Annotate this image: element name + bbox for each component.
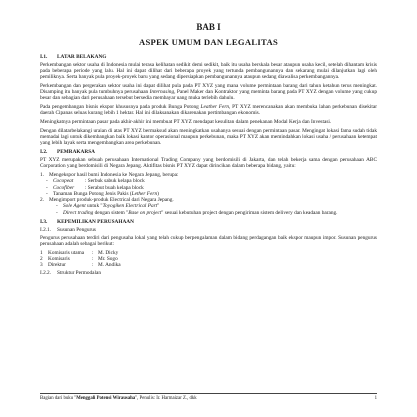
subsection-title: Struktur Permodalan: [57, 270, 101, 277]
text-run: Perkembangan dan pergerakan sektor usaha ini dapat dilihat pula pada PT XYZ yang mana volume permintaan barang dari tahun ketahun terus meningkat. Disamping itu banyak pula tumbuhnya perusahaan: [40, 82, 377, 95]
subsection-heading: [40, 227, 377, 233]
board-role: Direktur: [48, 262, 66, 269]
section-number: I.2.: [40, 149, 48, 156]
paragraph: Dengan dilatarbelakangi uraian di atas PT XYZ bermaksud akan meningkatkan usahanya sesuai dengan permintaan pasar. Mengingat lokasi fama sudah tidak memadai lagi untuk dikembangkan baik lokasi kantor operasional maupun perkebunan, maka PT XYZ akan memindahkan lokasi usaha / perusahaan ketempat yang lebih layak serta mengembangkan area perkebunan.: [40, 127, 377, 147]
paragraph: [40, 104, 377, 116]
list-item: - Cocofiber : Serabut buah kelapa block: [46, 184, 144, 191]
text-run: ): [157, 190, 159, 197]
page-footer: [40, 396, 377, 401]
paragraph: Perkembangan sektor usaha di Indonesia mulai terasa kelihatan sedikit demi sedikit, baik itu usaha berskala besar ataupun usaha kecil, setelah dihantam krisis pada beberapa periode yang lalu. Hal ini dapat dilihat dari beberapa proyek yang tertunda pembangunannya dan sekarang mulai dilanjutkan lagi oleh pemiliknya. Serta banyak pula proyek-proyek baru yang sedang dipersiapkan pembangunannya ataupun sedang diawalisa perkembangannya.: [40, 61, 377, 80]
board-name: M. Dicky: [98, 249, 119, 256]
book-title: Menggali Potensi Wirausaha: [76, 396, 136, 401]
board-number: 2: [40, 255, 43, 262]
product-desc: : Serbuk sabuk kelapa block: [85, 178, 145, 185]
text-run: Tanaman Bunga Potong Jenis Pakis (: [53, 190, 132, 197]
footer-credit: [40, 396, 197, 401]
chapter-subtitle: ASPEK UMUM DAN LEGALITAS: [138, 37, 279, 47]
italic-term: Sole Agent: [63, 203, 86, 210]
italic-term: Base on project: [128, 209, 162, 216]
list-item-text: Mengekspor hasil bumi Indonesia ke Negara Jepang, berupa:: [49, 172, 179, 178]
section-number: I.3.: [40, 219, 48, 226]
list-item-text: Mengimport produk-produk Electrical dari Negara Jepang.: [49, 197, 174, 204]
subsection-number: I.2.2.: [40, 270, 52, 277]
text-run: Pada pengembangan bisnis ekspor khususnya pada produk Bunga Potong: [40, 104, 201, 110]
text-run: ", Penulis: Ir. Harmaizar Z., dkk: [135, 396, 197, 401]
section-title: LATAR BELAKANG: [57, 54, 107, 60]
product-term: Cocopeat: [53, 178, 74, 185]
board-member: 3 Direktur : M. Andika: [40, 262, 121, 269]
section-title: KEPEMILIKAN PERUSAHAAN: [57, 219, 134, 226]
text-run: dengan sistem ": [93, 209, 129, 216]
board-list: [40, 250, 377, 269]
paragraph: [40, 83, 377, 102]
subsection-heading: [40, 270, 377, 276]
section-heading-pemrakarsa: [40, 149, 377, 155]
business-activity-list: [40, 172, 377, 216]
section-title: PEMRAKARSA: [57, 149, 95, 156]
list-item: - Sole Agent untuk "Toyogiken Electrical Part": [56, 203, 160, 210]
subsection-number: I.2.1.: [40, 227, 52, 234]
list-item: 1. Mengekspor hasil bumi Indonesia ke Negara Jepang, berupa:: [40, 172, 179, 178]
board-member: 1 Komisaris utama : M. Dicky: [40, 249, 119, 256]
board-name: Mr. Sogo: [98, 255, 118, 262]
list-item: - Direct trading dengan sistem "Base on project" sesuai kebutuhan project dengan pengiriman sistem delivery dan keadaan barang.: [56, 209, 338, 216]
section-heading-kepemilikan: [40, 219, 377, 225]
board-role: Komisaris utama: [48, 249, 85, 256]
list-item: - Tanaman Bunga Potong Jenis Pakis (Lether Fern): [46, 190, 159, 197]
italic-term: Direct trading: [63, 209, 94, 216]
section-heading-latar-belakang: [40, 54, 377, 60]
paragraph: Meningkatnya permintaan pasar pada akhir-akhir ini membuat PT XYZ mendapat kesulitan dalam penekanan Modal Kerja dan Investasi.: [40, 119, 332, 125]
text-run: ": [157, 203, 160, 210]
section-number: I.1.: [40, 54, 48, 60]
paragraph: Pengurus perusahaan terdiri dari pengusaha lokal yang telah cukup berpengalaman dalam bidang perdagangan baik ekspor maupun impor. Susunan pengurus perusahaan adalah sebagai berikut:: [40, 234, 377, 247]
list-item: 2. Mengimport produk-produk Electrical dari Negara Jepang.: [40, 197, 174, 204]
board-name: M. Andika: [98, 262, 121, 269]
subsection-title: Susunan Pengurus: [57, 227, 96, 234]
italic-term: Toyogiken Electrical Part: [102, 203, 158, 210]
text-run: " sesuai kebutuhan project dengan pengiriman sistem delivery dan keadaan barang.: [161, 209, 338, 216]
product-term: Cocofiber: [53, 184, 75, 191]
italic-term: Leather Fern: [200, 104, 230, 110]
product-desc: : Serabut buah kelapa block: [85, 184, 144, 191]
text-run: , Panel Maker dan Kontraktor yang meminta barang pada PT XYZ dengan volume yang cukup besar dan sebagian dari perusahaan tersebut bersedia membayar uang muka terlebih dahulu.: [40, 89, 377, 102]
list-item: - Cocopeat : Serbuk sabuk kelapa block: [46, 178, 145, 185]
footer-divider: [40, 393, 377, 394]
text-run: untuk ": [85, 203, 103, 210]
italic-term: Internasing: [149, 89, 175, 95]
chapter-title: BAB I: [196, 22, 221, 32]
paragraph: PT XYZ merupakan sebuah perusahaan International Trading Company yang berdomisili di Jakarta, dan telah bekerja sama dengan perusahaan ABC Corporation yang berdomisili di Negara Jepang. Aktifitas bisnis PT XYZ dapat dirincikan dalam beberapa bidang, yaitu:: [40, 157, 377, 170]
board-role: Komisaris: [48, 255, 70, 262]
board-number: 1: [40, 249, 43, 256]
board-number: 3: [40, 262, 43, 269]
text-run: , PT XYZ merencanakan akan membuka lahan perkebunan disekitar daerah Cipanas seluas kurang lebih 1 hektar. Hal ini dilaksanakan dikarenakan pertimbangan ekonomis.: [40, 104, 377, 117]
page-number: 1: [374, 396, 377, 401]
italic-term: Lether Fern: [131, 190, 158, 197]
board-member: 2 Komisaris : Mr. Sogo: [40, 255, 118, 262]
text-run: Bagian dari buku ": [40, 396, 77, 401]
